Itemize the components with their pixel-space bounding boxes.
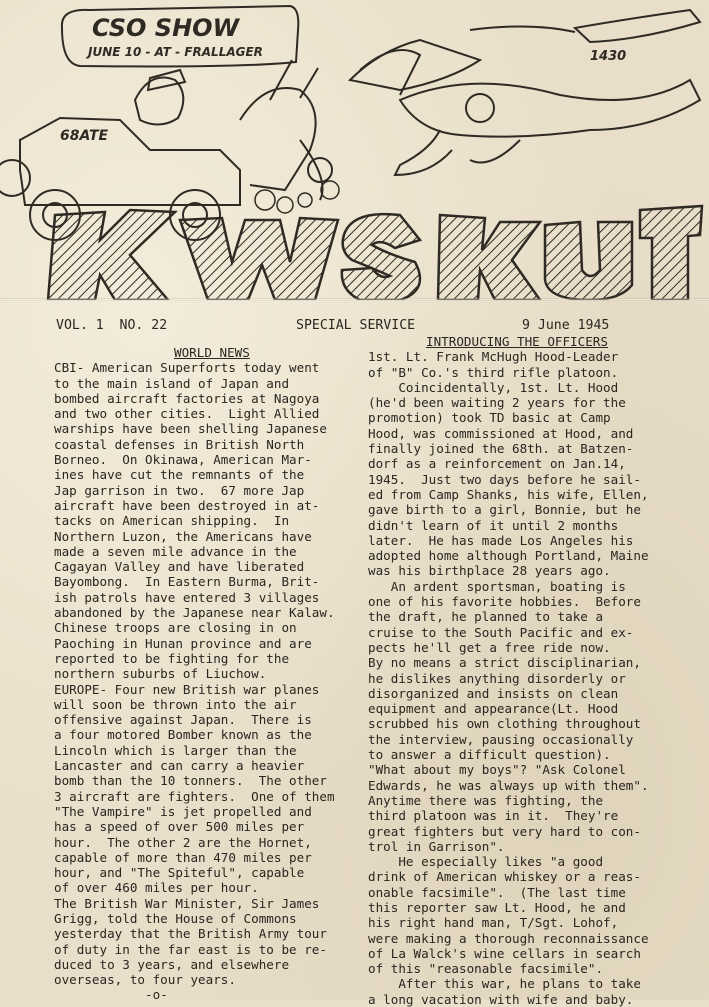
officers-article-line: "What about my boys"? "Ask Colonel <box>368 762 626 778</box>
officers-article-line: one of his favorite hobbies. Before <box>368 594 641 610</box>
officers-article-line: dorf as a reinforcement on Jan.14, <box>368 456 626 472</box>
world-news-line: Borneo. On Okinawa, American Mar- <box>54 452 312 468</box>
world-news-line: a four motored Bomber known as the <box>54 727 312 743</box>
officers-article-line: promotion) took TD basic at Camp <box>368 410 611 426</box>
world-news-line: abandoned by the Japanese near Kalaw. <box>54 605 335 621</box>
world-news-line: The British War Minister, Sir James <box>54 895 320 911</box>
banner-subtext: JUNE 10 - AT - FRALLAGER <box>88 45 263 59</box>
world-news-line: EUROPE- Four new British war planes <box>54 681 320 697</box>
officers-article-line: the draft, he planned to take a <box>368 609 604 625</box>
jeep-plate: 68ATE <box>60 128 109 144</box>
officers-article-line: After this war, he plans to take <box>368 976 641 992</box>
officers-article-line: to answer a difficult question). <box>368 747 611 763</box>
world-news-line: -o- <box>54 987 168 1003</box>
world-news-line: ines have cut the remnants of the <box>54 467 305 483</box>
officers-article-line: of La Walck's wine cellars in search <box>368 945 641 961</box>
issue-header <box>56 318 676 334</box>
officers-article-line: adopted home although Portland, Maine <box>368 548 649 564</box>
officers-article-line: later. He has made Los Angeles his <box>368 532 634 548</box>
world-news-line: Grigg, told the House of Commons <box>54 910 297 926</box>
officers-article-line: 1st. Lt. Frank McHugh Hood-Leader <box>368 349 619 365</box>
officers-article-line: was his birthplace 28 years ago. <box>368 563 611 579</box>
officers-article-line: Edwards, he was always up with them". <box>368 777 649 793</box>
officers-article-line: ed from Camp Shanks, his wife, Ellen, <box>368 486 649 502</box>
officers-article-line: third platoon was in it. They're <box>368 808 619 824</box>
world-news-line: northern suburbs of Liuchow. <box>54 666 267 682</box>
officers-article-line: his right hand man, T/Sgt. Lohof, <box>368 915 619 931</box>
world-news-line: Paoching in Hunan province and are <box>54 635 312 651</box>
world-news-line: hour. The other 2 are the Hornet, <box>54 834 312 850</box>
officers-article-line: equipment and appearance(Lt. Hood <box>368 701 619 717</box>
officers-article-line: were making a thorough reconnaissance <box>368 930 649 946</box>
masthead-illustration <box>0 0 709 300</box>
world-news-column <box>54 345 335 1003</box>
world-news-line: will soon be thrown into the air <box>54 696 297 712</box>
world-news-line: Lincoln which is larger than the <box>54 742 297 758</box>
page-fold-line <box>0 298 709 301</box>
world-news-heading: WORLD NEWS <box>174 345 250 360</box>
world-news-line: Jap garrison in two. 67 more Jap <box>54 482 305 498</box>
world-news-line: "The Vampire" is jet propelled and <box>54 803 312 819</box>
title-art-letters <box>48 206 702 300</box>
world-news-line: offensive against Japan. There is <box>54 712 312 728</box>
world-news-line: Bayombong. In Eastern Burma, Brit- <box>54 574 320 590</box>
banner-text: CSO SHOW <box>92 14 240 42</box>
world-news-line: yesterday that the British Army tour <box>54 926 327 942</box>
world-news-line: Cagayan Valley and have liberated <box>54 559 305 575</box>
officers-article-line: pects he'll get a free ride now. <box>368 639 611 655</box>
officers-article-line: Coincidentally, 1st. Lt. Hood <box>368 379 619 395</box>
officers-article-line: He especially likes "a good <box>368 854 604 870</box>
officers-article-line: drink of American whiskey or a reas- <box>368 869 641 885</box>
world-news-line: aircraft have been destroyed in at- <box>54 497 320 513</box>
introducing-officers-column <box>368 334 649 1007</box>
world-news-line: hour, and "The Spiteful", capable <box>54 865 305 881</box>
world-news-line: Chinese troops are closing in on <box>54 620 297 636</box>
world-news-line: and two other cities. Light Allied <box>54 406 320 422</box>
world-news-line: to the main island of Japan and <box>54 375 290 391</box>
officers-article-line: of this "reasonable facsimile". <box>368 961 604 977</box>
officers-article-line: By no means a strict disciplinarian, <box>368 655 641 671</box>
officers-article-line: disorganized and insists on clean <box>368 685 619 701</box>
officers-article-line: didn't learn of it until 2 months <box>368 517 619 533</box>
world-news-line: 3 aircraft are fighters. One of them <box>54 788 335 804</box>
banner-sign <box>62 6 298 67</box>
world-news-line: ish patrols have entered 3 villages <box>54 589 320 605</box>
world-news-line: duced to 3 years, and elsewhere <box>54 956 290 972</box>
officers-article-line: scrubbed his own clothing throughout <box>368 716 641 732</box>
officers-article-line: (he'd been waiting 2 years for the <box>368 395 626 411</box>
officers-article-line: onable facsimile". (The last time <box>368 884 626 900</box>
airplane-drawing <box>350 10 700 95</box>
world-news-line: overseas, to four years. <box>54 972 236 988</box>
issue-date: 9 June 1945 <box>522 318 610 333</box>
officers-article-line: trol in Garrison". <box>368 838 505 854</box>
officers-article-line: 1945. Just two days before he sail- <box>368 471 641 487</box>
world-news-line: Lancaster and can carry a heavier <box>54 758 305 774</box>
officers-article-line: great fighters but very hard to con- <box>368 823 641 839</box>
world-news-line: CBI- American Superforts today went <box>54 360 320 376</box>
smoke-clouds <box>255 181 339 213</box>
world-news-line: made a seven mile advance in the <box>54 543 297 559</box>
world-news-line: reported to be fighting for the <box>54 650 290 666</box>
world-news-line: tacks on American shipping. In <box>54 513 290 529</box>
world-news-line: has a speed of over 500 miles per <box>54 819 305 835</box>
world-news-line: coastal defenses in British North <box>54 436 305 452</box>
world-news-line: of duty in the far east is to be re- <box>54 941 327 957</box>
plane-number: 1430 <box>590 49 627 64</box>
world-news-line: Northern Luzon, the Americans have <box>54 528 312 544</box>
officers-article-line: Hood, was commissioned at Hood, and <box>368 425 634 441</box>
officers-article-line: he dislikes anything disorderly or <box>368 670 626 686</box>
officers-article-line: An ardent sportsman, boating is <box>368 578 626 594</box>
volume-number: VOL. 1 NO. 22 <box>56 318 168 333</box>
section-name: SPECIAL SERVICE <box>296 318 416 333</box>
officers-article-line: Anytime there was fighting, the <box>368 792 604 808</box>
officers-article-line: gave birth to a girl, Bonnie, but he <box>368 502 641 518</box>
officers-article-line: this reporter saw Lt. Hood, he and <box>368 899 626 915</box>
world-news-line: of over 460 miles per hour. <box>54 880 259 896</box>
officers-heading: INTRODUCING THE OFFICERS <box>426 334 608 349</box>
world-news-line: bombed aircraft factories at Nagoya <box>54 390 320 406</box>
officers-article-line: finally joined the 68th. at Batzen- <box>368 441 634 457</box>
officers-article-line: cruise to the South Pacific and ex- <box>368 624 634 640</box>
title-art-text: KWS KRUT <box>0 0 6 1</box>
officers-article-line: a long vacation with wife and baby. <box>368 991 634 1007</box>
officers-article-line: of "B" Co.'s third rifle platoon. <box>368 364 619 380</box>
world-news-line: bomb than the 10 tonners. The other <box>54 773 327 789</box>
flying-soldier-drawing <box>395 80 700 175</box>
world-news-line: warships have been shelling Japanese <box>54 421 327 437</box>
officers-article-line: the interview, pausing occasionally <box>368 731 634 747</box>
world-news-line: capable of more than 470 miles per <box>54 849 312 865</box>
